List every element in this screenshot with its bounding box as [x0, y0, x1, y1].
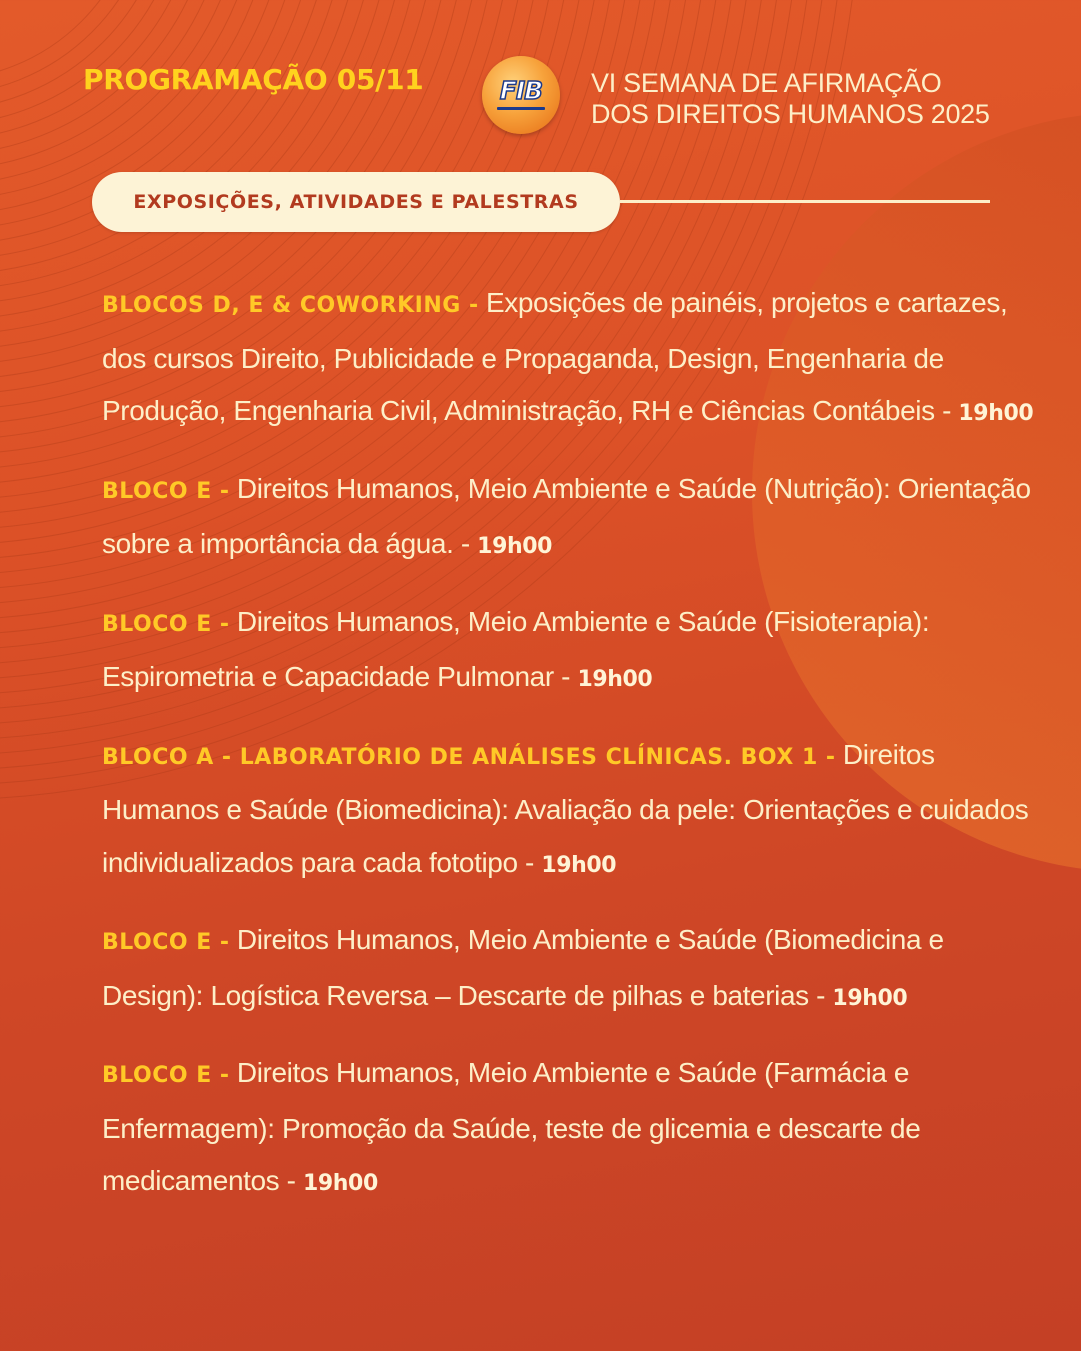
logo-text: FIB	[499, 76, 543, 105]
item-time: 19h00	[577, 667, 653, 692]
item-time: 19h00	[832, 985, 908, 1011]
item-location: BLOCO E -	[102, 611, 230, 637]
schedule-item	[102, 1047, 1042, 1211]
schedule-item	[102, 729, 1042, 893]
section-heading: EXPOSIÇÕES, ATIVIDADES E PALESTRAS	[133, 191, 579, 213]
item-description: Exposições de painéis, projetos e cartazes, dos cursos Direito, Publicidade e Propaganda, Design, Engenharia de Produção, Engenharia Civil, Administração, RH e Ciências Contábeis -	[102, 287, 1008, 426]
item-description: Direitos Humanos, Meio Ambiente e Saúde (Farmácia e Enfermagem): Promoção da Saúde, teste de glicemia e descarte de medicamentos -	[102, 1057, 921, 1196]
event-title-line2: DOS DIREITOS HUMANOS 2025	[591, 99, 990, 129]
item-location: BLOCO E -	[102, 930, 230, 955]
item-time: 19h00	[302, 1171, 378, 1196]
schedule-item	[102, 463, 1042, 574]
program-date-title: PROGRAMAÇÃO 05/11	[83, 63, 424, 96]
item-location: BLOCO A - LABORATÓRIO DE ANÁLISES CLÍNICAS. BOX 1 -	[102, 744, 836, 770]
item-location: BLOCO E -	[102, 478, 230, 504]
item-description: Direitos Humanos e Saúde (Biomedicina): Avaliação da pele: Orientações e cuidados individualizados para cada fototipo -	[102, 738, 1029, 878]
item-location: BLOCO E -	[102, 1063, 230, 1088]
schedule-item	[102, 277, 1042, 441]
schedule-item	[102, 596, 1042, 707]
schedule-item	[102, 914, 1042, 1025]
item-description: Direitos Humanos, Meio Ambiente e Saúde (Biomedicina e Design): Logística Reversa – Descarte de pilhas e baterias -	[102, 924, 944, 1011]
item-time: 19h00	[541, 852, 617, 878]
item-time: 19h00	[477, 534, 553, 559]
fib-logo	[482, 56, 560, 134]
item-location: BLOCOS D, E & COWORKING -	[102, 293, 479, 318]
item-time: 19h00	[958, 401, 1034, 426]
event-title	[591, 68, 990, 130]
event-title-line1: VI SEMANA DE AFIRMAÇÃO	[591, 68, 942, 98]
item-description: Direitos Humanos, Meio Ambiente e Saúde (Nutrição): Orientação sobre a importância da água. -	[102, 472, 1031, 559]
logo-subtitle-bar	[497, 107, 545, 110]
item-description: Direitos Humanos, Meio Ambiente e Saúde (Fisioterapia): Espirometria e Capacidade Pulmonar -	[102, 605, 930, 692]
header	[0, 0, 1081, 150]
section-divider	[620, 200, 990, 203]
schedule-list	[102, 277, 1042, 1211]
section-heading-pill	[92, 172, 620, 232]
